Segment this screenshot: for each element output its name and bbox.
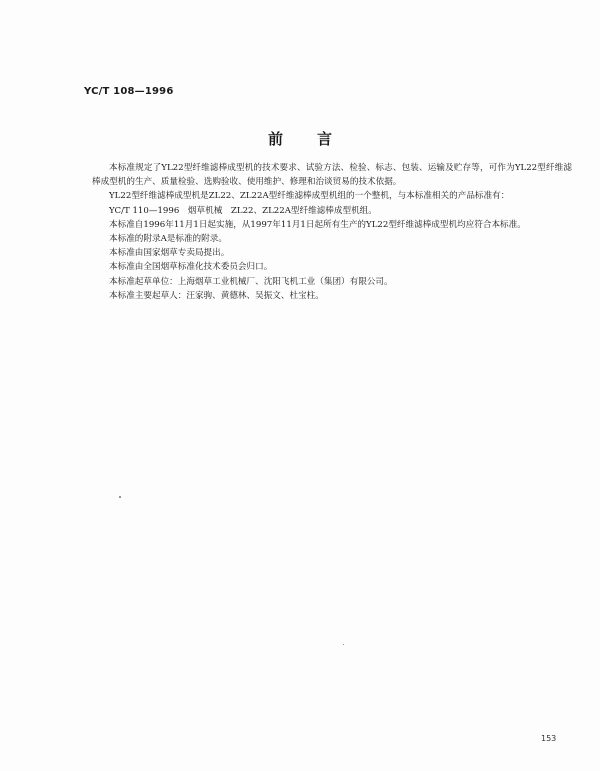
foreword-body <box>92 161 572 303</box>
scan-speck <box>343 644 344 645</box>
paragraph-effective-date: 本标准自1996年11月1日起实施，从1997年11月1日起所有生产的YL22型纤维滤棒成型机均应符合本标准。 <box>109 219 526 230</box>
scan-speck <box>119 496 121 498</box>
paragraph-centralized-by: 本标准由全国烟草标准化技术委员会归口。 <box>109 262 273 273</box>
paragraph-appendix: 本标准的附录A是标准的附录。 <box>109 234 227 245</box>
paragraph-related-standard-item: YC/T 110—1996 烟草机械 ZL22、ZL22A型纤维滤棒成型机组。 <box>109 205 377 216</box>
paragraph-related-standards: YL22型纤维滤棒成型机是ZL22、ZL22A型纤维滤棒成型机组的一个整机，与本标准相关的产品标准有： <box>109 191 510 202</box>
paragraph-drafting-units: 本标准起草单位：上海烟草工业机械厂、沈阳飞机工业（集团）有限公司。 <box>109 276 393 287</box>
paragraph-drafters: 本标准主要起草人：汪家驹、黄德林、吴振文、杜宝柱。 <box>109 290 324 301</box>
page-number: 153 <box>541 734 557 743</box>
paragraph-scope: 本标准规定了YL22型纤维滤棒成型机的技术要求、试验方法、检验、标志、包装、运输及贮存等，可作为YL22型纤维滤棒成型机的生产、质量检验、选购验收、使用维护、修理和治谈贸易的技术依据。 <box>92 163 572 188</box>
paragraph-proposed-by: 本标准由国家烟草专卖局提出。 <box>109 248 230 259</box>
standard-code: YC/T 108—1996 <box>84 86 174 97</box>
section-heading: 前言 <box>267 130 366 148</box>
